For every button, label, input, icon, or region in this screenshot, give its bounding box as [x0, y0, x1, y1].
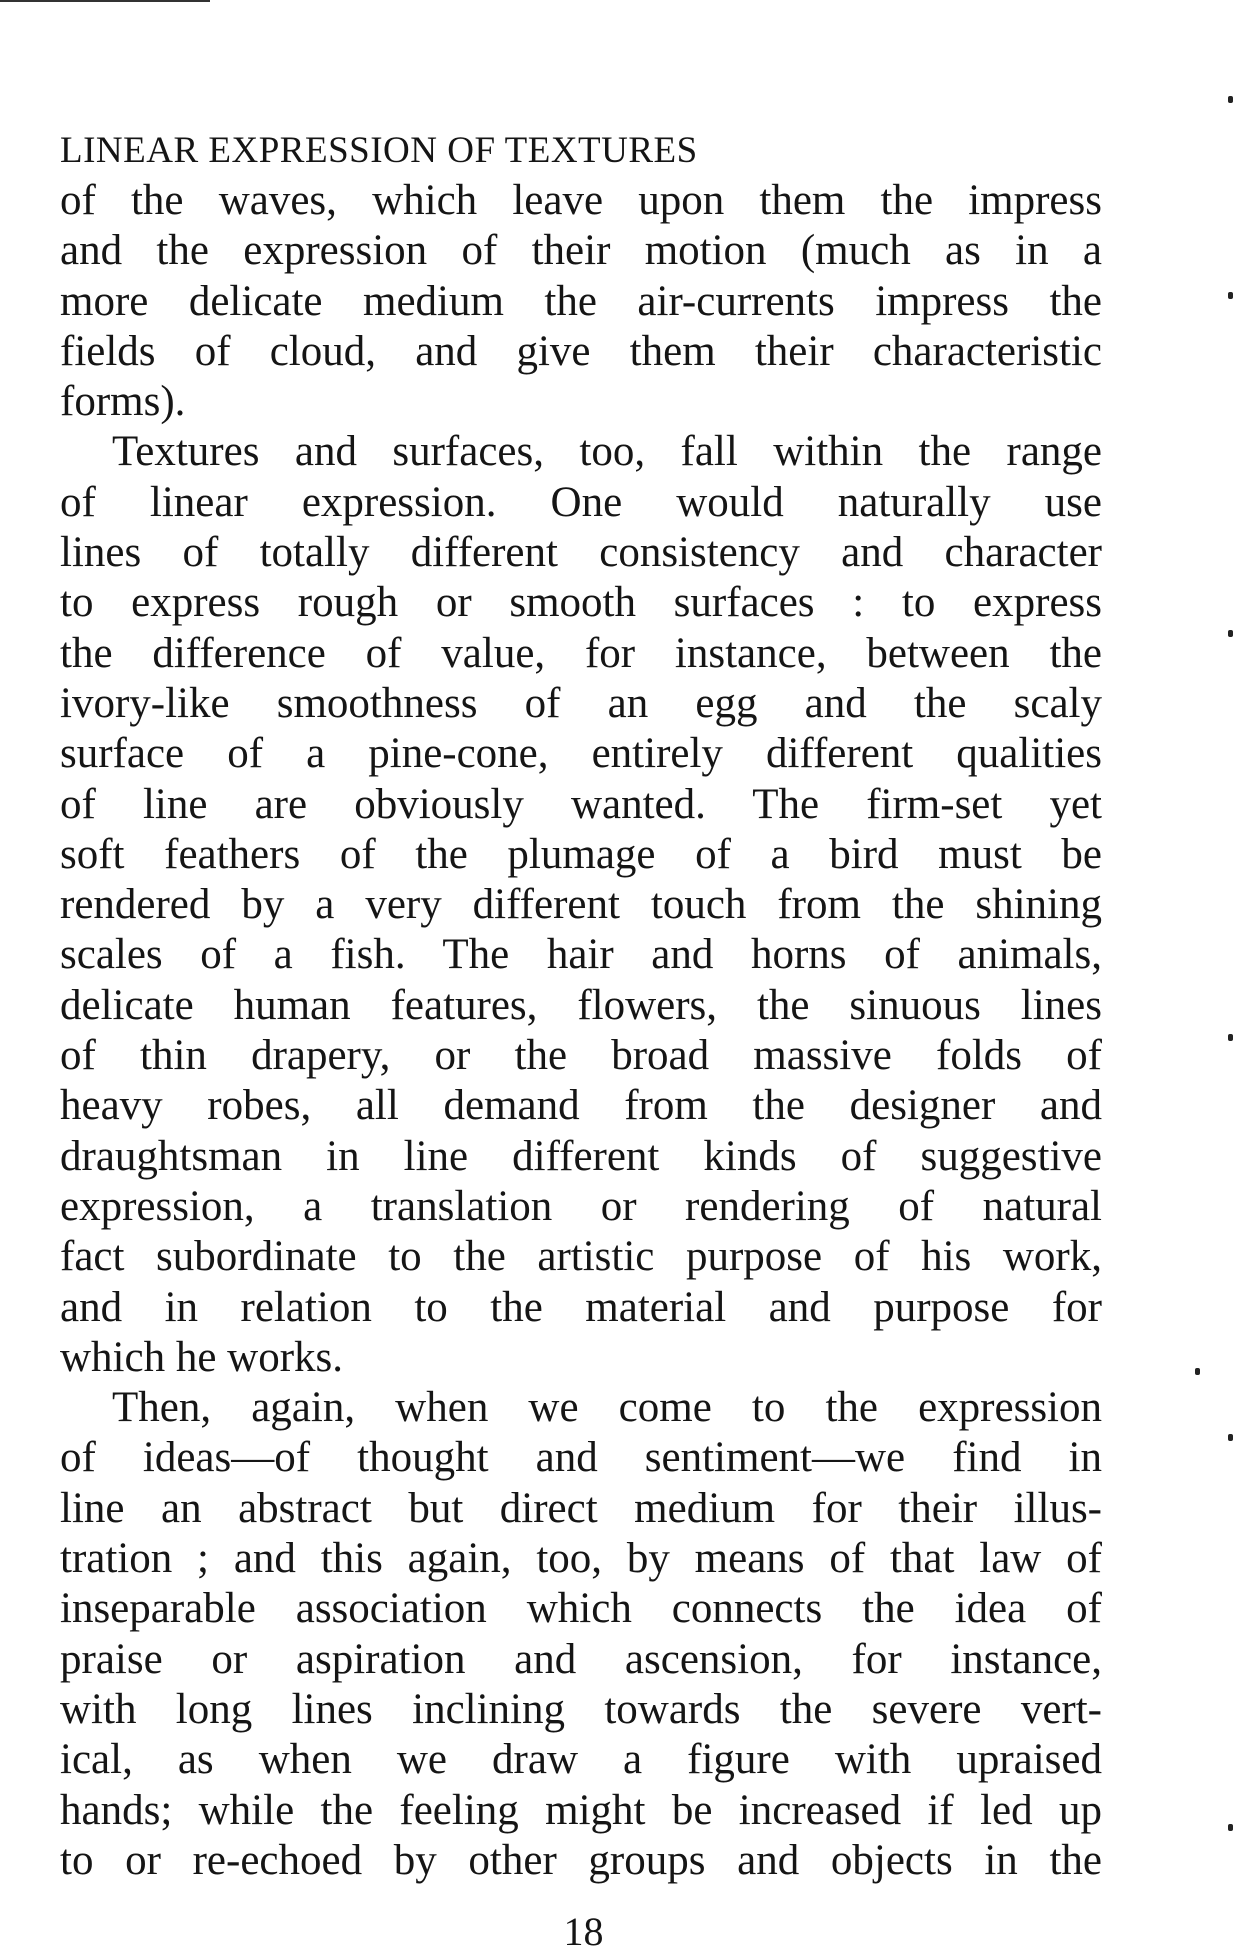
text-line: heavy robes, all demand from the designer and	[60, 1082, 1102, 1130]
text-line: of thin drapery, or the broad massive folds of	[60, 1032, 1102, 1080]
text-line: surface of a pine-cone, entirely different qualities	[60, 730, 1102, 778]
text-line: delicate human features, flowers, the sinuous lines	[60, 981, 1102, 1029]
text-line: more delicate medium the air-currents impress the	[60, 277, 1102, 325]
text-line: which he works.	[60, 1333, 344, 1381]
text-line: rendered by a very different touch from the shining	[60, 881, 1102, 929]
text-line: forms).	[60, 378, 186, 426]
scan-speck	[1228, 292, 1233, 299]
text-line: lines of totally different consistency and character	[60, 529, 1102, 577]
text-line: to or re-echoed by other groups and objects in the	[60, 1836, 1102, 1884]
text-line: tration ; and this again, too, by means of that law of	[60, 1535, 1102, 1583]
text-line: of ideas—of thought and sentiment—we find in	[60, 1434, 1102, 1482]
scan-speck	[1228, 96, 1233, 103]
text-line: scales of a fish. The hair and horns of animals,	[60, 931, 1102, 979]
text-line: to express rough or smooth surfaces : to express	[60, 579, 1102, 627]
running-head: LINEAR EXPRESSION OF TEXTURES	[60, 130, 698, 171]
text-line: soft feathers of the plumage of a bird must be	[60, 830, 1102, 878]
text-line: of the waves, which leave upon them the impress	[60, 177, 1102, 224]
scan-speck	[1228, 1824, 1233, 1831]
text-line: Then, again, when we come to the expression	[112, 1384, 1102, 1432]
text-line: with long lines inclining towards the severe vert-	[60, 1685, 1102, 1733]
page-body	[60, 126, 1102, 1886]
text-line: line an abstract but direct medium for their illus-	[60, 1484, 1102, 1532]
scan-speck	[1228, 1434, 1233, 1441]
page-number: 18	[563, 1909, 604, 1954]
text-line: praise or aspiration and ascension, for instance,	[60, 1635, 1102, 1683]
text-line: of linear expression. One would naturally use	[60, 478, 1102, 526]
text-line: the difference of value, for instance, between the	[60, 629, 1102, 677]
top-edge-rule	[0, 0, 210, 2]
scan-speck	[1228, 630, 1233, 637]
body-text	[60, 176, 1102, 1886]
text-line: hands; while the feeling might be increased if led up	[60, 1786, 1102, 1834]
text-line: ical, as when we draw a figure with upraised	[60, 1736, 1102, 1784]
scan-speck	[1228, 1034, 1233, 1041]
text-line: expression, a translation or rendering of natural	[60, 1182, 1102, 1230]
text-line: of line are obviously wanted. The firm-set yet	[60, 780, 1102, 828]
text-line: fields of cloud, and give them their characteristic	[60, 327, 1102, 375]
text-line: and in relation to the material and purpose for	[60, 1283, 1102, 1331]
scan-speck	[1195, 1368, 1200, 1375]
text-line: Textures and surfaces, too, fall within the range	[112, 428, 1102, 476]
text-line: and the expression of their motion (much as in a	[60, 227, 1102, 275]
text-line: inseparable association which connects the idea of	[60, 1585, 1102, 1633]
text-line: draughtsman in line different kinds of suggestive	[60, 1132, 1102, 1180]
text-line: fact subordinate to the artistic purpose of his work,	[60, 1233, 1102, 1281]
text-line: ivory-like smoothness of an egg and the scaly	[60, 679, 1102, 727]
